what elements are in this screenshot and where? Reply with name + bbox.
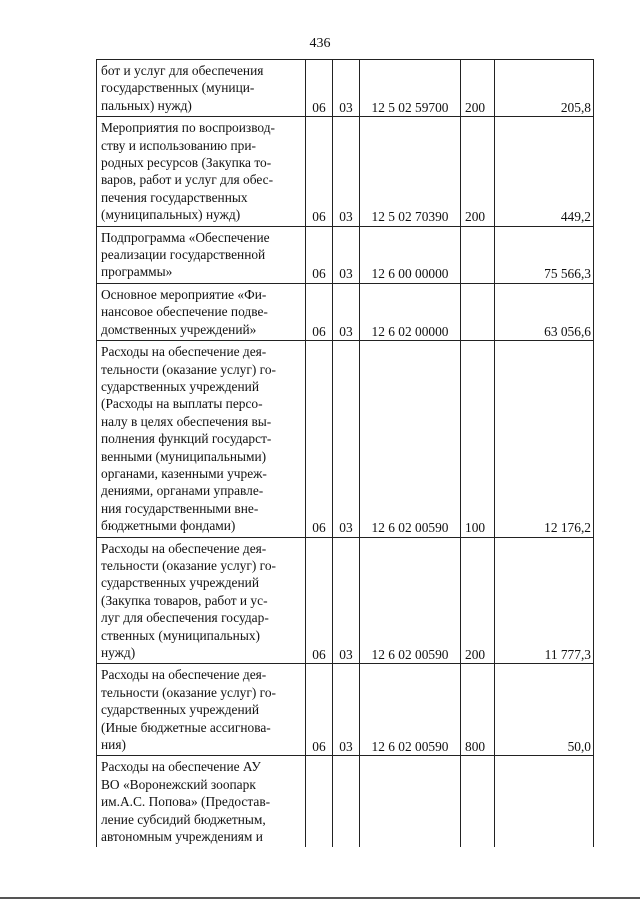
- description-line: тельности (оказание услуг) го-: [101, 684, 276, 700]
- description-line: им.А.С. Попова» (Предостав-: [101, 794, 271, 810]
- target-article-code: 12 6 00 00000: [360, 226, 461, 283]
- description-line: Мероприятия по воспроизвод-: [101, 120, 276, 136]
- amount: 11 777,3: [495, 537, 594, 664]
- description-line: сударственных учреждений: [101, 702, 259, 718]
- description-line: бот и услуг для обеспечения: [101, 63, 264, 78]
- section-code: 06: [306, 117, 333, 226]
- page-number: 436: [309, 36, 331, 51]
- expense-type-code: 200: [461, 537, 495, 664]
- subsection-code: 03: [333, 664, 360, 756]
- description-line: (Закупка товаров, работ и ус-: [101, 592, 268, 608]
- section-code: 06: [306, 60, 333, 117]
- description-line: тельности (оказание услуг) го-: [101, 557, 276, 573]
- table-row: [97, 60, 594, 117]
- description-line: автономным учреждениям и: [101, 829, 263, 845]
- subsection-code: 03: [333, 117, 360, 226]
- description-line: программы»: [101, 264, 173, 280]
- target-article-code: 12 6 02 00590: [360, 537, 461, 664]
- description-line: луг для обеспечения государ-: [101, 610, 269, 626]
- row-description: [97, 117, 306, 226]
- description-line: (муниципальных) нужд): [101, 207, 241, 223]
- target-article-code: 12 6 02 00590: [360, 341, 461, 537]
- description-line: печения государственных: [101, 189, 248, 205]
- expense-type-code: 800: [461, 664, 495, 756]
- subsection-code: 03: [333, 341, 360, 537]
- description-line: ния): [101, 737, 126, 753]
- expense-type-code: [461, 283, 495, 340]
- description-line: бюджетными фондами): [101, 518, 236, 534]
- description-line: тельности (оказание услуг) го-: [101, 361, 276, 377]
- amount: 75 566,3: [495, 226, 594, 283]
- description-line: дениями, органами управле-: [101, 483, 264, 499]
- amount: 63 056,6: [495, 283, 594, 340]
- description-line: органами, казенными учреж-: [101, 465, 267, 481]
- row-description: [97, 756, 306, 848]
- description-line: сударственных учреждений: [101, 575, 259, 591]
- row-description: [97, 226, 306, 283]
- expense-type-code: 200: [461, 117, 495, 226]
- table-row: [97, 664, 594, 756]
- table-row: [97, 341, 594, 537]
- description-line: домственных учреждений»: [101, 321, 257, 337]
- description-line: полнения функций государст-: [101, 431, 272, 447]
- table-row: [97, 537, 594, 664]
- table-row: [97, 756, 594, 848]
- section-code: 06: [306, 341, 333, 537]
- subsection-code: 03: [333, 537, 360, 664]
- description-line: государственных (муници-: [101, 80, 255, 96]
- section-code: 06: [306, 537, 333, 664]
- row-description: [97, 664, 306, 756]
- target-article-code: [360, 756, 461, 848]
- description-line: родных ресурсов (Закупка то-: [101, 155, 272, 171]
- description-line: ление субсидий бюджетным,: [101, 811, 266, 827]
- description-line: ния государственными вне-: [101, 500, 259, 516]
- description-line: варов, работ и услуг для обес-: [101, 172, 274, 188]
- table-row: [97, 226, 594, 283]
- description-line: Расходы на обеспечение дея-: [101, 667, 267, 683]
- description-line: нужд): [101, 645, 136, 660]
- budget-table: [96, 59, 594, 847]
- expense-type-code: 200: [461, 60, 495, 117]
- description-line: сударственных учреждений: [101, 378, 259, 394]
- amount: [495, 756, 594, 848]
- subsection-code: 03: [333, 226, 360, 283]
- expense-type-code: 100: [461, 341, 495, 537]
- description-line: (Расходы на выплаты персо-: [101, 396, 263, 412]
- description-line: Расходы на обеспечение АУ: [101, 759, 261, 775]
- expense-type-code: [461, 226, 495, 283]
- description-line: реализации государственной: [101, 247, 266, 263]
- table-body: [97, 60, 594, 848]
- description-line: нансовое обеспечение подве-: [101, 304, 268, 320]
- description-line: налу в целях обеспечения вы-: [101, 413, 272, 429]
- page-bottom-rule: [0, 897, 640, 899]
- section-code: 06: [306, 664, 333, 756]
- description-line: (Иные бюджетные ассигнова-: [101, 719, 271, 735]
- target-article-code: 12 5 02 70390: [360, 117, 461, 226]
- description-line: Основное мероприятие «Фи-: [101, 286, 267, 302]
- target-article-code: 12 5 02 59700: [360, 60, 461, 117]
- section-code: 06: [306, 283, 333, 340]
- description-line: Расходы на обеспечение дея-: [101, 344, 267, 360]
- subsection-code: 03: [333, 60, 360, 117]
- expense-type-code: [461, 756, 495, 848]
- table-row: [97, 283, 594, 340]
- description-line: ственных (муниципальных): [101, 627, 260, 643]
- section-code: 06: [306, 226, 333, 283]
- amount: 449,2: [495, 117, 594, 226]
- description-line: ВО «Воронежский зоопарк: [101, 776, 256, 792]
- description-line: ству и использованию при-: [101, 137, 256, 153]
- target-article-code: 12 6 02 00590: [360, 664, 461, 756]
- target-article-code: 12 6 02 00000: [360, 283, 461, 340]
- table-row: [97, 117, 594, 226]
- row-description: [97, 537, 306, 664]
- subsection-code: 03: [333, 283, 360, 340]
- amount: 12 176,2: [495, 341, 594, 537]
- subsection-code: [333, 756, 360, 848]
- section-code: [306, 756, 333, 848]
- row-description: [97, 283, 306, 340]
- amount: 205,8: [495, 60, 594, 117]
- description-line: пальных) нужд): [101, 97, 192, 113]
- description-line: Подпрограмма «Обеспечение: [101, 229, 270, 245]
- description-line: венными (муниципальными): [101, 448, 267, 464]
- row-description: [97, 341, 306, 537]
- amount: 50,0: [495, 664, 594, 756]
- description-line: Расходы на обеспечение дея-: [101, 540, 267, 556]
- row-description: [97, 60, 306, 117]
